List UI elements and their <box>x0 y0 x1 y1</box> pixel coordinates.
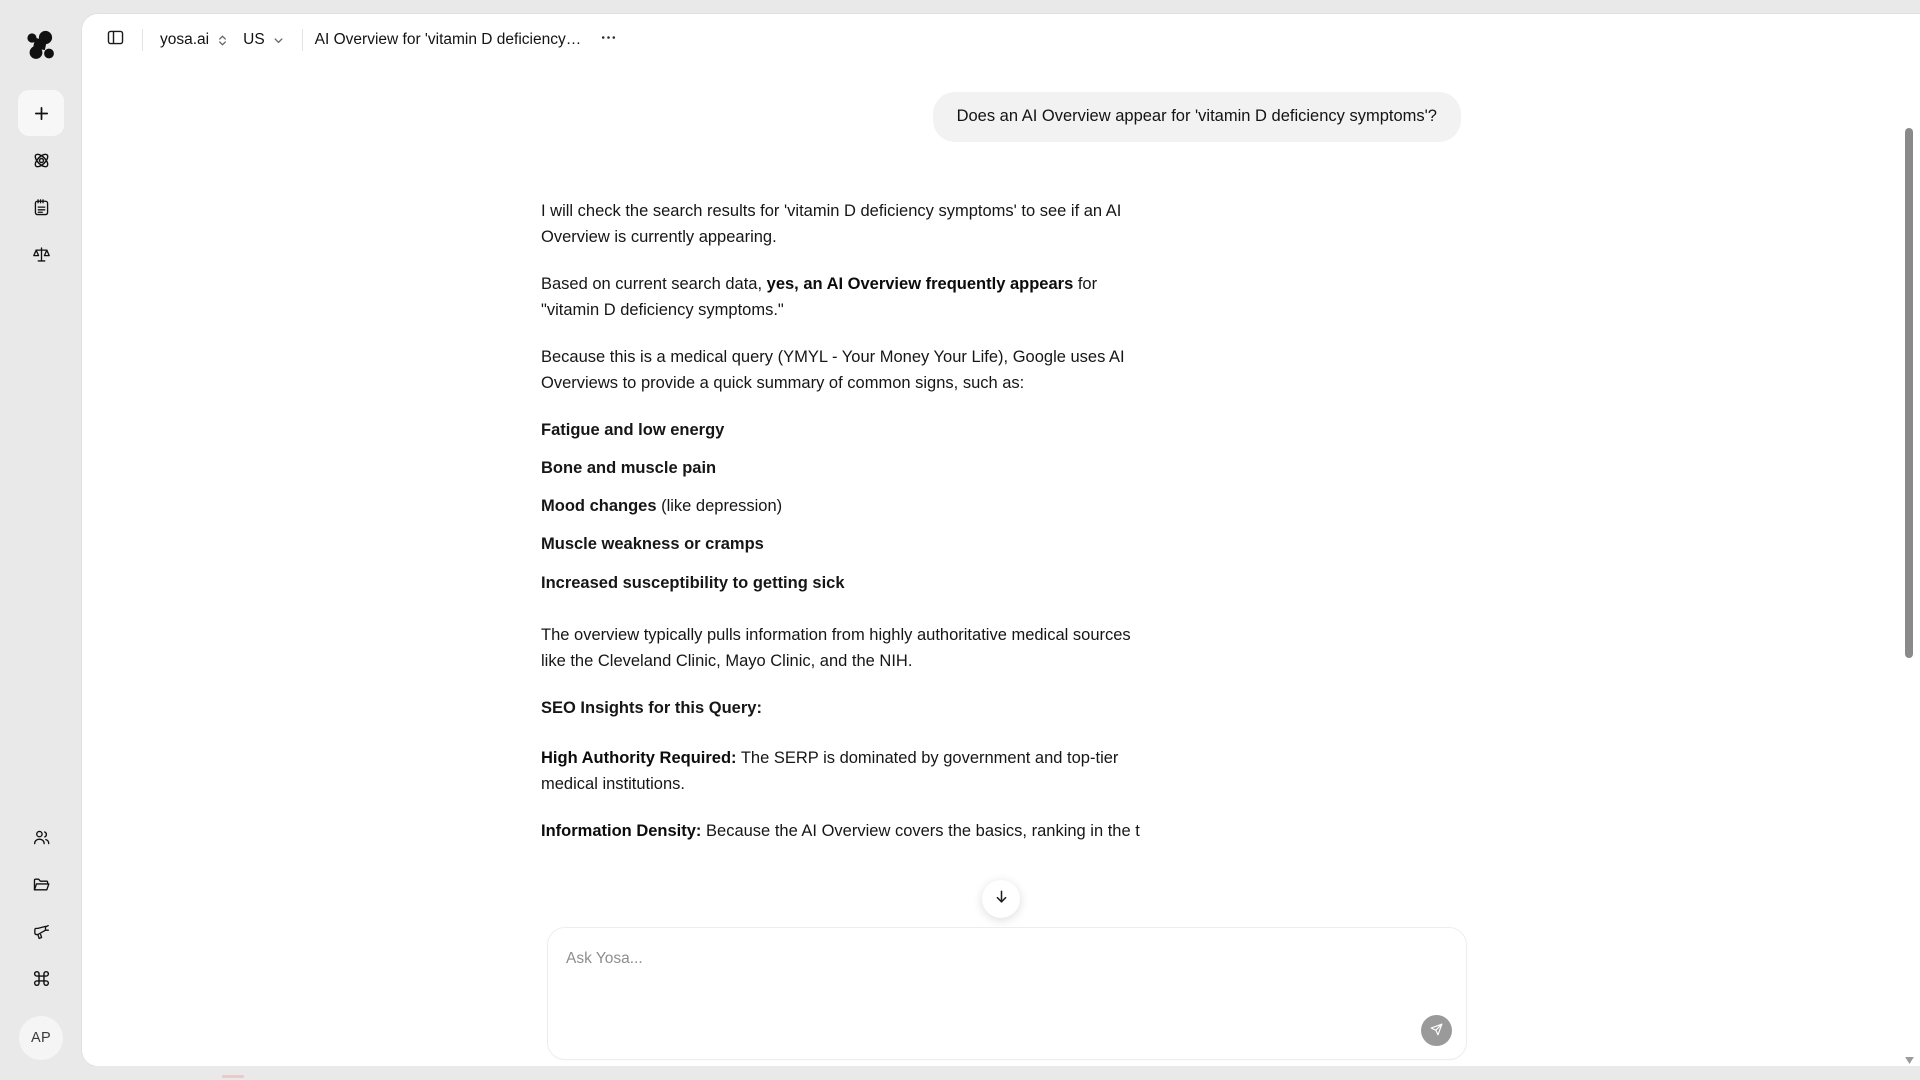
scale-balance-icon <box>32 245 51 264</box>
message-input[interactable] <box>566 947 1406 1007</box>
avatar-initials: AP <box>31 1030 51 1046</box>
rail-item-announcements[interactable] <box>18 908 64 954</box>
symptom-rest: (like depression) <box>656 497 783 516</box>
symptom-item <box>541 570 1151 596</box>
symptom-bold: Fatigue and low energy <box>541 421 725 440</box>
symptom-item <box>541 455 1151 481</box>
rail-top-group <box>18 90 64 277</box>
region-label: US <box>243 31 265 48</box>
command-icon <box>32 969 51 988</box>
atom-icon <box>32 151 51 170</box>
app-logo[interactable] <box>19 24 63 68</box>
send-button[interactable] <box>1421 1015 1452 1046</box>
send-paper-plane-icon <box>1429 1022 1444 1040</box>
topbar-divider-1 <box>142 29 143 51</box>
arrow-down-icon <box>993 888 1010 910</box>
insight-label: Information Density: <box>541 821 702 840</box>
message-column <box>541 92 1461 844</box>
topbar-divider-2 <box>302 29 303 51</box>
assistant-sources: The overview typically pulls information from highly authoritative medical sources like the Cleveland Clinic, Mayo Clinic, and the NIH. <box>541 625 1131 670</box>
chevron-down-icon <box>272 34 285 47</box>
symptom-item <box>541 417 1151 443</box>
rail-item-shortcuts[interactable] <box>18 955 64 1001</box>
symptom-bold: Mood changes <box>541 497 657 516</box>
answer-pre: Based on current search data, <box>541 275 767 294</box>
insight-text: Because the AI Overview covers the basics, ranking in the t <box>701 821 1140 840</box>
rail-item-new[interactable] <box>18 90 64 136</box>
main-window <box>82 14 1920 1066</box>
assistant-intro: I will check the search results for 'vitamin D deficiency symptoms' to see if an AI Overview is currently appearing. <box>541 201 1122 246</box>
insight-item-1 <box>541 745 1151 797</box>
rail-item-team[interactable] <box>18 814 64 860</box>
folder-open-icon <box>32 875 51 894</box>
scroll-to-bottom-button[interactable] <box>982 880 1020 918</box>
project-selector[interactable] <box>153 26 236 54</box>
megaphone-icon <box>32 922 51 941</box>
project-name: yosa.ai <box>160 31 210 48</box>
conversation-title: AI Overview for 'vitamin D deficiency… <box>314 31 582 48</box>
window-bottom-edge <box>0 1066 1920 1080</box>
rail-bottom-group <box>0 814 82 1060</box>
user-message-row <box>541 92 1461 142</box>
plus-icon <box>32 104 51 123</box>
topbar <box>82 14 1920 66</box>
conversation-scroll-area[interactable] <box>82 66 1920 1066</box>
rail-item-research[interactable] <box>18 137 64 183</box>
clipboard-list-icon <box>32 198 51 217</box>
assistant-why: Because this is a medical query (YMYL - Your Money Your Life), Google uses AI Overviews to provide a quick summary of common signs, such as: <box>541 348 1125 393</box>
assistant-answer <box>541 271 1151 323</box>
insight-text: The SERP is dominated by government and top-tier medical institutions. <box>541 748 1119 793</box>
rail-item-tasks[interactable] <box>18 184 64 230</box>
symptom-item <box>541 531 1151 557</box>
ellipsis-icon <box>600 29 617 46</box>
answer-post: for "vitamin D deficiency symptoms." <box>541 275 1098 320</box>
more-options-button[interactable] <box>593 25 623 55</box>
user-message-bubble: Does an AI Overview appear for 'vitamin D deficiency symptoms'? <box>933 92 1461 142</box>
users-icon <box>32 828 51 847</box>
chevron-up-down-icon <box>216 34 229 47</box>
symptom-bold: Increased susceptibility to getting sick <box>541 573 845 592</box>
rail-item-projects[interactable] <box>18 861 64 907</box>
left-rail <box>0 0 82 1080</box>
seo-insights-heading: SEO Insights for this Query: <box>541 698 762 717</box>
bottom-accent-mark <box>222 1075 244 1078</box>
answer-bold: yes, an AI Overview frequently appears <box>766 275 1074 294</box>
avatar[interactable] <box>19 1016 63 1060</box>
sidebar-toggle-button[interactable] <box>98 23 132 57</box>
scrollbar-thumb[interactable] <box>1905 128 1913 658</box>
symptom-bold: Muscle weakness or cramps <box>541 535 764 554</box>
vertical-scrollbar[interactable] <box>1902 118 1916 1066</box>
rail-item-compare[interactable] <box>18 231 64 277</box>
region-selector[interactable] <box>236 26 292 54</box>
symptom-item <box>541 493 1151 519</box>
composer[interactable] <box>547 927 1467 1060</box>
assistant-message <box>541 198 1461 844</box>
insight-label: High Authority Required: <box>541 748 737 767</box>
panel-left-icon <box>106 28 125 52</box>
insight-item-2 <box>541 818 1151 844</box>
symptom-bold: Bone and muscle pain <box>541 459 717 478</box>
scrollbar-down-arrow[interactable] <box>1902 1057 1916 1064</box>
